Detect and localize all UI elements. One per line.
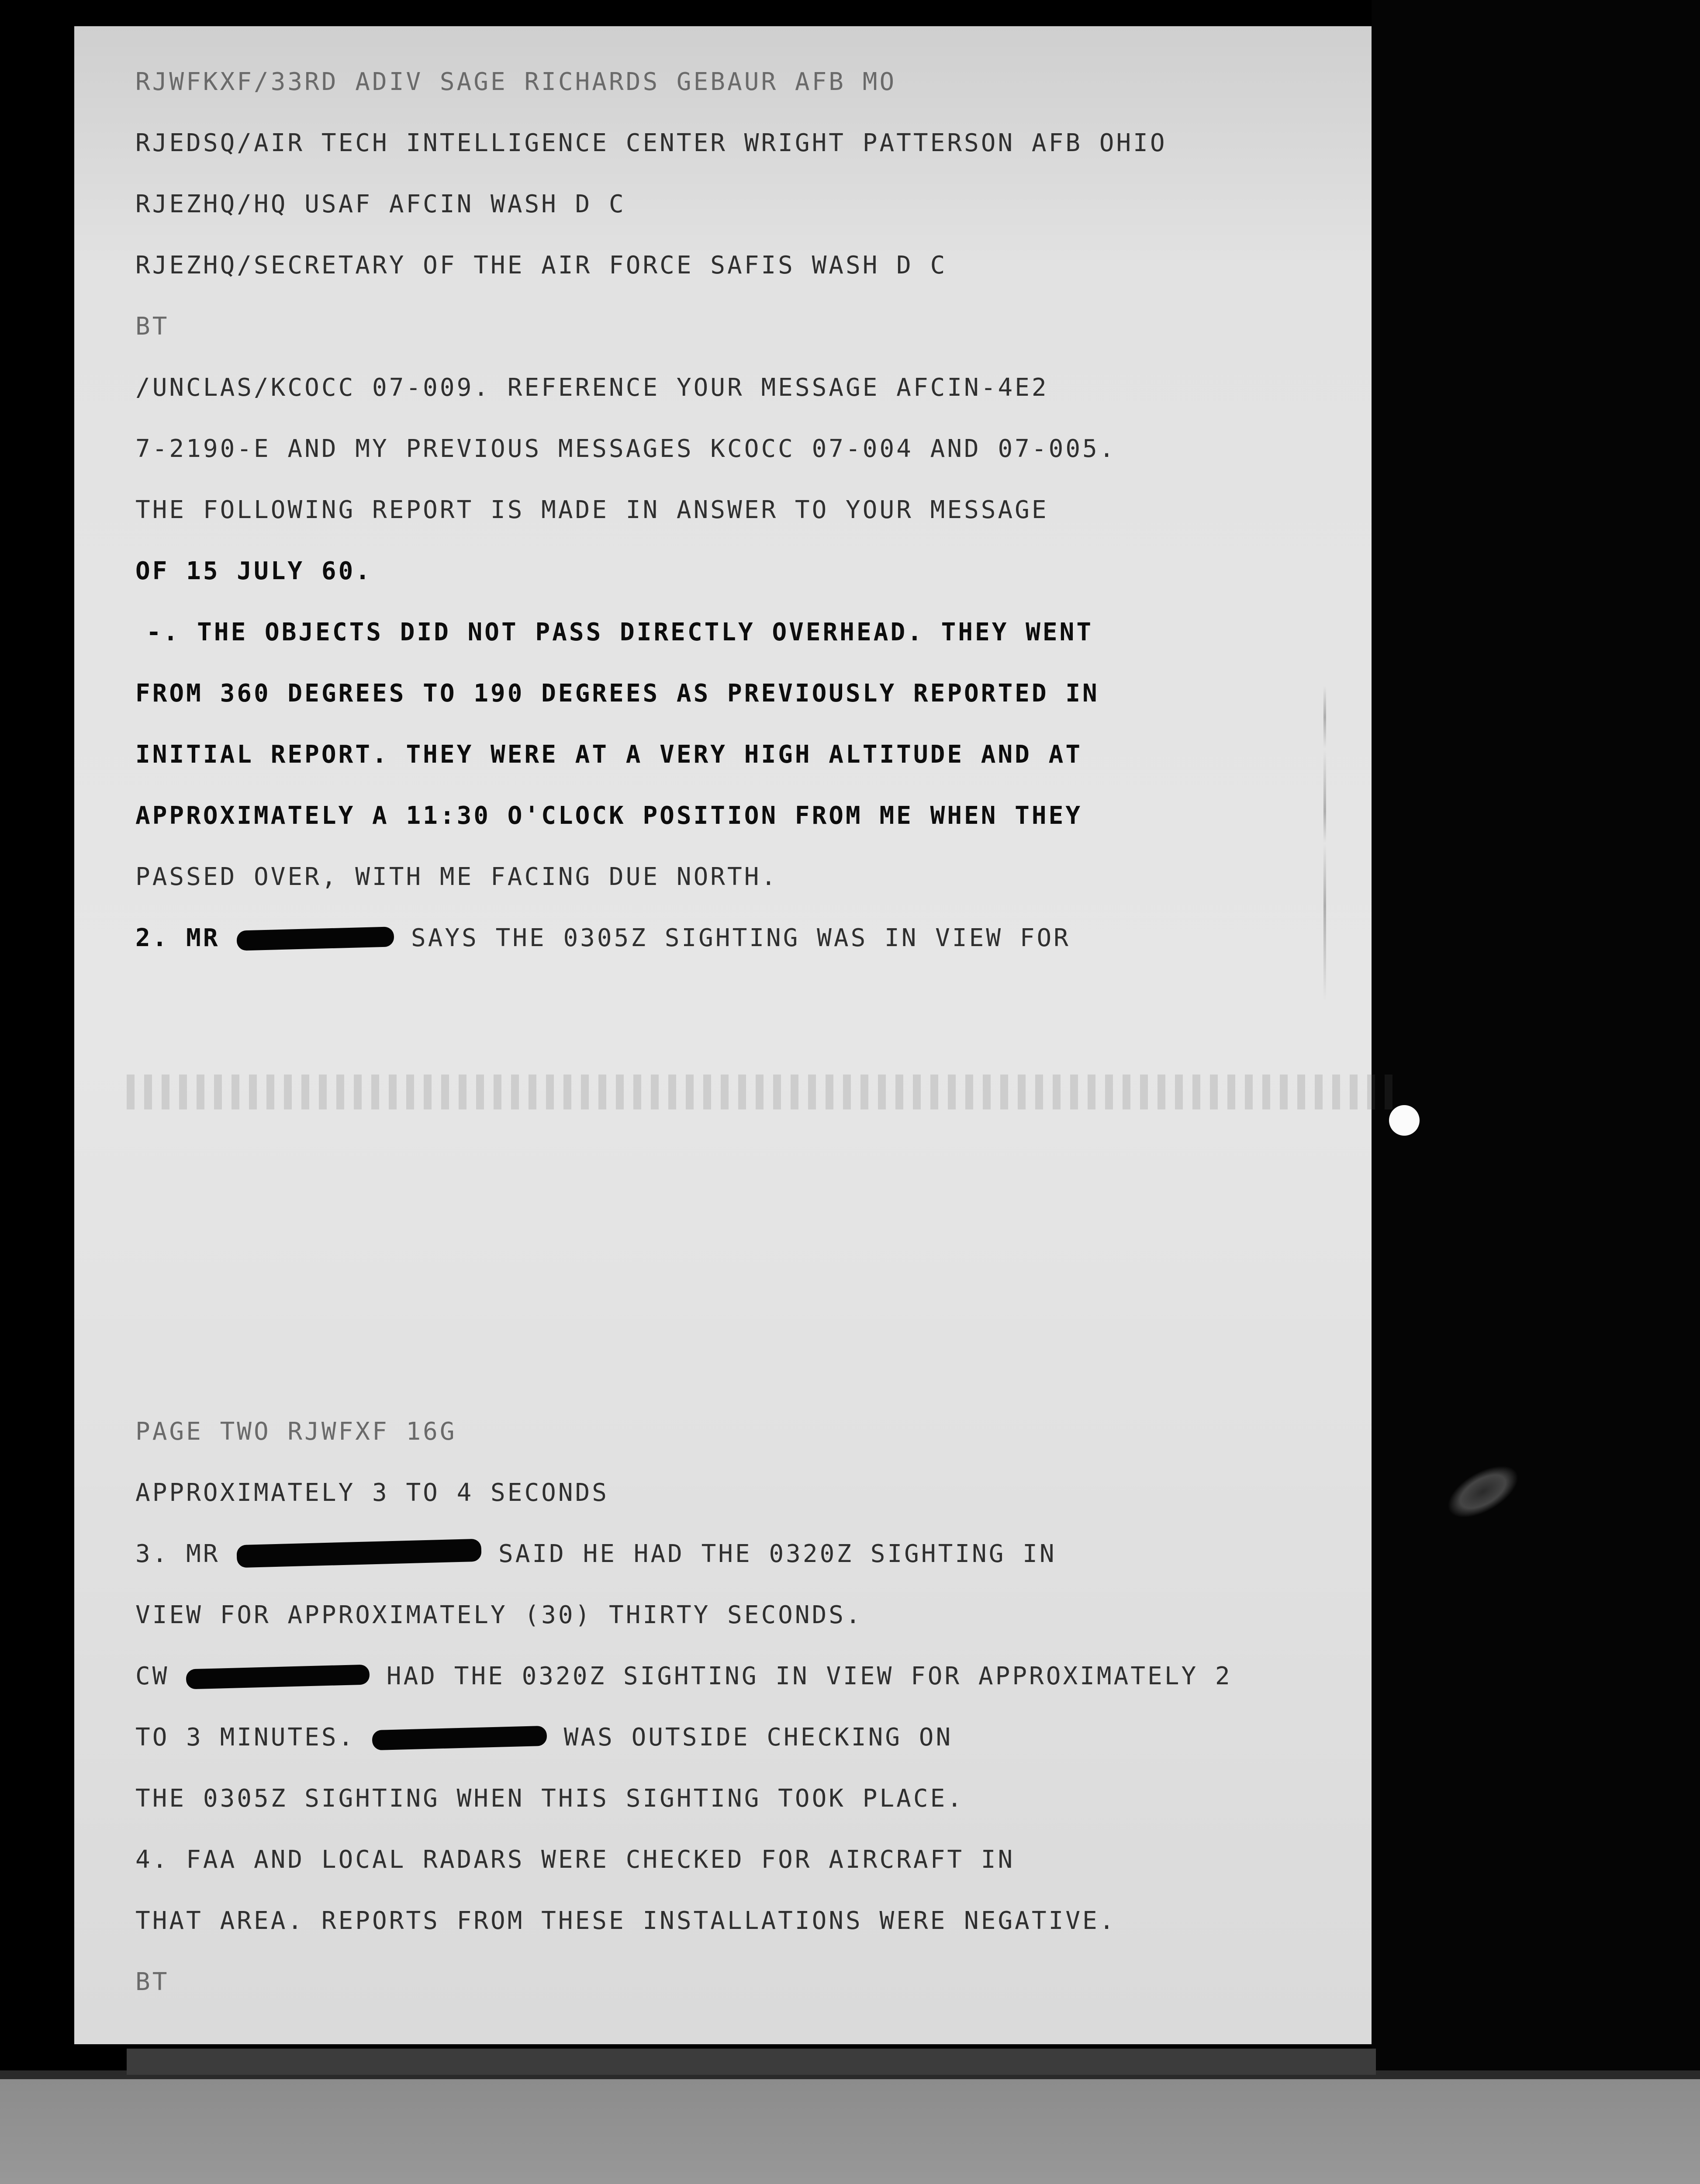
sheet-shadow	[127, 2049, 1376, 2075]
para2-line-1	[135, 926, 1071, 950]
routing-line-3: RJEZHQ/HQ USAF AFCIN WASH D C	[135, 190, 626, 218]
routing-line-4: RJEZHQ/SECRETARY OF THE AIR FORCE SAFIS WASH D C	[135, 251, 947, 280]
para2-continuation: APPROXIMATELY 3 TO 4 SECONDS	[135, 1479, 609, 1507]
redaction-block	[237, 1539, 482, 1568]
intro-line-3: THE FOLLOWING REPORT IS MADE IN ANSWER TO YOUR MESSAGE	[135, 496, 1049, 524]
para1-line-1: -. THE OBJECTS DID NOT PASS DIRECTLY OVERHEAD. THEY WENT	[146, 618, 1094, 646]
cw-suffix: HAD THE 0320Z SIGHTING IN VIEW FOR APPROXIMATELY 2	[386, 1662, 1232, 1690]
minutes-suffix: WAS OUTSIDE CHECKING ON	[563, 1723, 953, 1752]
punch-hole	[1389, 1105, 1420, 1136]
para2-prefix: 2. MR	[135, 924, 220, 952]
redaction-block	[186, 1665, 370, 1690]
cw-line	[135, 1664, 1232, 1689]
para1-line-4: APPROXIMATELY A 11:30 O'CLOCK POSITION FROM ME WHEN THEY	[135, 802, 1083, 830]
right-shadow	[1372, 0, 1700, 2079]
bt-marker: BT	[135, 312, 169, 341]
intro-line-2: 7-2190-E AND MY PREVIOUS MESSAGES KCOCC 07-004 AND 07-005.	[135, 435, 1116, 463]
cw-prefix: CW	[135, 1662, 169, 1690]
para4-line-1: 4. FAA AND LOCAL RADARS WERE CHECKED FOR AIRCRAFT IN	[135, 1845, 1015, 1874]
intro-line-4: OF 15 JULY 60.	[135, 557, 373, 585]
redaction-block	[237, 926, 394, 950]
redaction-block	[372, 1726, 547, 1750]
para4-line-2: THAT AREA. REPORTS FROM THESE INSTALLATIONS WERE NEGATIVE.	[135, 1907, 1116, 1935]
tear-line	[127, 1075, 1393, 1109]
para1-line-3: INITIAL REPORT. THEY WERE AT A VERY HIGH ALTITUDE AND AT	[135, 740, 1083, 769]
para3-line-5: THE 0305Z SIGHTING WHEN THIS SIGHTING TOOK PLACE.	[135, 1784, 964, 1813]
minutes-line	[135, 1725, 953, 1750]
intro-line-1: /UNCLAS/KCOCC 07-009. REFERENCE YOUR MESSAGE AFCIN-4E2	[135, 373, 1049, 402]
page-two-header: PAGE TWO RJWFXF 16G	[135, 1417, 457, 1446]
para1-line-2: FROM 360 DEGREES TO 190 DEGREES AS PREVIOUSLY REPORTED IN	[135, 679, 1099, 708]
para2-suffix: SAYS THE 0305Z SIGHTING WAS IN VIEW FOR	[411, 924, 1071, 952]
routing-line-2: RJEDSQ/AIR TECH INTELLIGENCE CENTER WRIGHT PATTERSON AFB OHIO	[135, 129, 1167, 157]
routing-line-1: RJWFKXF/33RD ADIV SAGE RICHARDS GEBAUR AFB MO	[135, 68, 897, 96]
end-bt-marker: BT	[135, 1968, 169, 1996]
para3-prefix: 3. MR	[135, 1540, 220, 1568]
para3-suffix: SAID HE HAD THE 0320Z SIGHTING IN	[498, 1540, 1057, 1568]
para3-line-1	[135, 1542, 1057, 1566]
minutes-prefix: TO 3 MINUTES.	[135, 1723, 356, 1752]
margin-mark	[1323, 686, 1326, 1000]
para1-line-5: PASSED OVER, WITH ME FACING DUE NORTH.	[135, 863, 778, 891]
teletype-sheet	[74, 26, 1372, 2044]
scanner-bed	[0, 2079, 1700, 2184]
para3-line-2: VIEW FOR APPROXIMATELY (30) THIRTY SECONDS.	[135, 1601, 863, 1629]
